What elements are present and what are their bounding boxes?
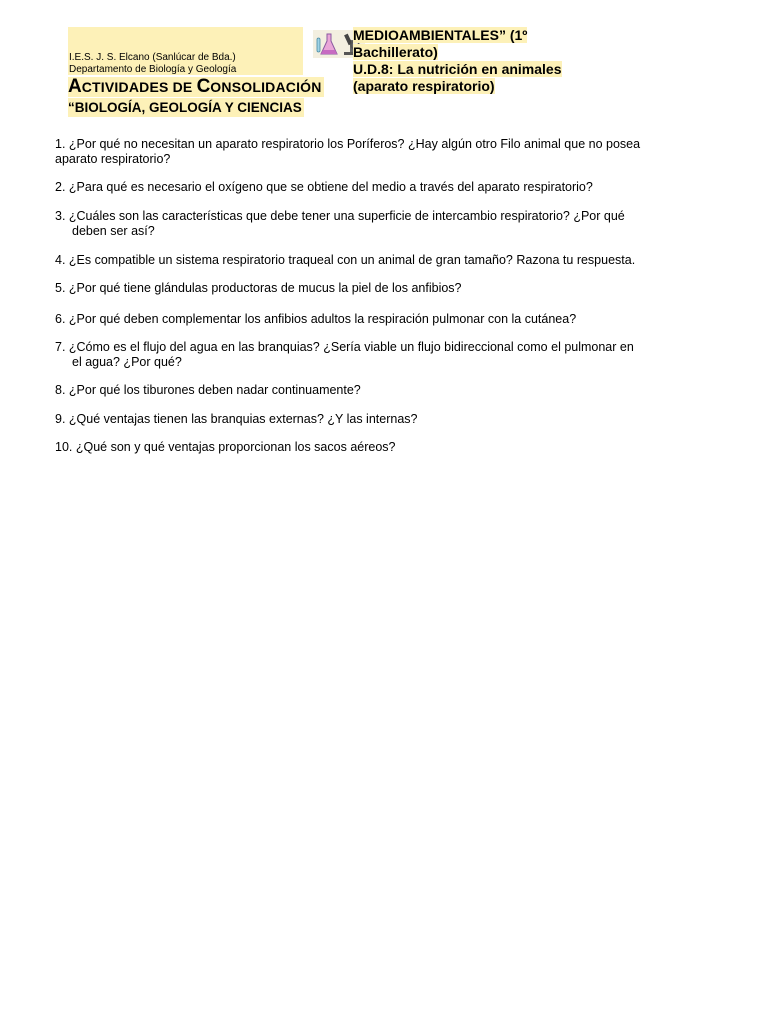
question-text: 4. ¿Es compatible un sistema respiratorio traqueal con un animal de gran tamaño? Razona tu respuesta. (55, 253, 636, 267)
question-3 (55, 209, 715, 239)
school-header-box (68, 27, 303, 75)
question-5 (55, 281, 715, 296)
question-text-continued: deben ser así? (72, 224, 155, 238)
question-text: 7. ¿Cómo es el flujo del agua en las branquias? ¿Sería viable un flujo bidireccional como el pulmonar en (55, 340, 634, 354)
question-text: 5. ¿Por qué tiene glándulas productoras de mucus la piel de los anfibios? (55, 281, 462, 295)
unit-subtitle: (aparato respiratorio) (353, 78, 495, 94)
question-10 (55, 440, 715, 455)
question-1 (55, 137, 715, 167)
activities-heading: ACTIVIDADES DE CONSOLIDACIÓN (68, 76, 322, 97)
department-name: Departamento de Biología y Geología (69, 64, 237, 75)
question-text-continued: el agua? ¿Por qué? (72, 355, 182, 369)
question-7 (55, 340, 715, 370)
question-6 (55, 312, 715, 327)
question-4 (55, 253, 715, 268)
activities-title (68, 77, 338, 117)
question-text-continued: aparato respiratorio? (55, 152, 171, 166)
question-text: 9. ¿Qué ventajas tienen las branquias externas? ¿Y las internas? (55, 412, 418, 426)
question-text: 6. ¿Por qué deben complementar los anfibios adultos la respiración pulmonar con la cutánea? (55, 312, 577, 326)
question-9 (55, 412, 715, 427)
question-text: 2. ¿Para qué es necesario el oxígeno que se obtiene del medio a través del aparato respiratorio? (55, 180, 593, 194)
course-level: Bachillerato) (353, 44, 438, 60)
course-block (353, 27, 593, 95)
school-name: I.E.S. J. S. Elcano (Sanlúcar de Bda.) (69, 52, 236, 63)
unit-title: U.D.8: La nutrición en animales (353, 61, 562, 77)
question-text: 10. ¿Qué son y qué ventajas proporcionan los sacos aéreos? (55, 440, 396, 454)
subject-line-1: “BIOLOGÍA, GEOLOGÍA Y CIENCIAS (68, 100, 302, 115)
question-2 (55, 180, 715, 195)
question-text: 3. ¿Cuáles son las características que debe tener una superficie de intercambio respiratorio? ¿Por qué (55, 209, 625, 223)
subject-line-2: MEDIOAMBIENTALES” (1º (353, 27, 528, 43)
question-text: 8. ¿Por qué los tiburones deben nadar continuamente? (55, 383, 361, 397)
question-text: 1. ¿Por qué no necesitan un aparato respiratorio los Poríferos? ¿Hay algún otro Filo animal que no posea (55, 137, 641, 151)
question-8 (55, 383, 715, 398)
